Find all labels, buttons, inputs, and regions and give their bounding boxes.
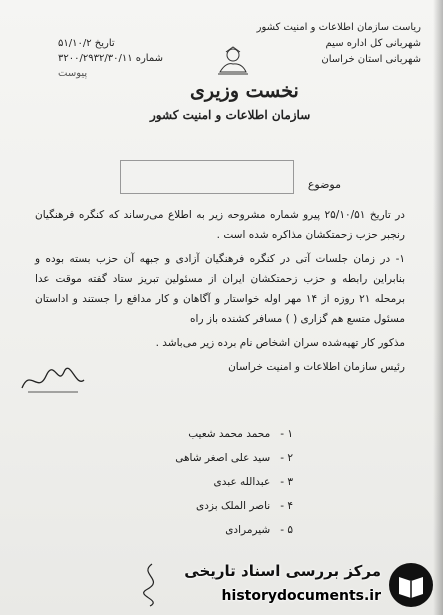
organization-subtitle: سازمان اطلاعات و امنیت کشور <box>150 108 311 122</box>
addressee-block <box>257 20 421 68</box>
list-item-number: ۴ - <box>280 500 293 512</box>
body-paragraph: مذکور کار تهیه‌شده سران اشخاص نام برده زیر می‌باشد . <box>155 337 405 349</box>
list-item <box>93 494 293 518</box>
subject-label: موضوع <box>307 178 341 191</box>
watermark-url-text: historydocuments.ir <box>221 588 381 604</box>
document-meta-block <box>58 36 163 81</box>
addressee-line-3: شهربانی استان خراسان <box>321 54 421 65</box>
list-item-name: شیرمرادی <box>225 524 271 536</box>
body-paragraph: ۱- در زمان جلسات آتی در کنگره فرهنگیان آزادی و جبهه آن حزب بسته بوده و بنابراین رابطه و حزب زحمتکشان ایران از مسئولین تبریز ستاد گفته موقت عدا برمحله ۲۱ روزه از ۱۴ مهر اوله خواستار و آگاهان و کار مدافع را جستند و اداستان مسئول متسع هم گزاری ( ) مسافر کشنده باز راه <box>35 253 405 325</box>
list-item <box>93 518 293 542</box>
list-item-name: ناصر الملک بزدی <box>196 500 271 512</box>
list-item <box>93 446 293 470</box>
body-paragraph: رئیس سازمان اطلاعات و امنیت خراسان <box>228 361 405 373</box>
watermark-book-icon <box>386 560 436 610</box>
list-item-number: ۱ - <box>280 428 293 440</box>
watermark-persian-text: مرکز بررسی اسناد تاریخی <box>184 562 381 580</box>
lion-and-sun-emblem-icon <box>212 46 254 78</box>
body-paragraph: در تاریخ ۲۵/۱۰/۵۱ پیرو شماره مشروحه زیر به اطلاع می‌رساند که کنگره فرهنگیان رنجبر حزب زحمتکشان مذاکره شده است . <box>35 209 405 241</box>
list-item-name: سید علی اصغر شاهی <box>175 452 271 464</box>
names-list <box>93 422 293 542</box>
attachment-label: پیوست <box>58 68 88 79</box>
organization-name: نخست وزیری <box>190 80 299 102</box>
handwritten-signature-icon <box>18 358 88 398</box>
addressee-line-1: ریاست سازمان اطلاعات و امنیت کشور <box>256 22 421 33</box>
subject-value-box <box>120 160 294 194</box>
date-label: تاریخ ۵۱/۱۰/۲ <box>58 38 115 49</box>
number-label: شماره ۳۲۰۰/۲۹۳۲/۳۰/۱۱ <box>58 53 164 64</box>
list-item-number: ۳ - <box>280 476 293 488</box>
letter-body <box>35 205 405 381</box>
list-item-number: ۵ - <box>280 524 293 536</box>
list-item <box>93 470 293 494</box>
list-item-number: ۲ - <box>280 452 293 464</box>
list-item-name: محمد محمد شعیب <box>188 428 271 440</box>
handwritten-mark-icon <box>132 560 172 608</box>
list-item <box>93 422 293 446</box>
addressee-line-2: شهربانی کل اداره سیم <box>325 38 421 49</box>
list-item-name: عبدالله عبدی <box>213 476 271 488</box>
